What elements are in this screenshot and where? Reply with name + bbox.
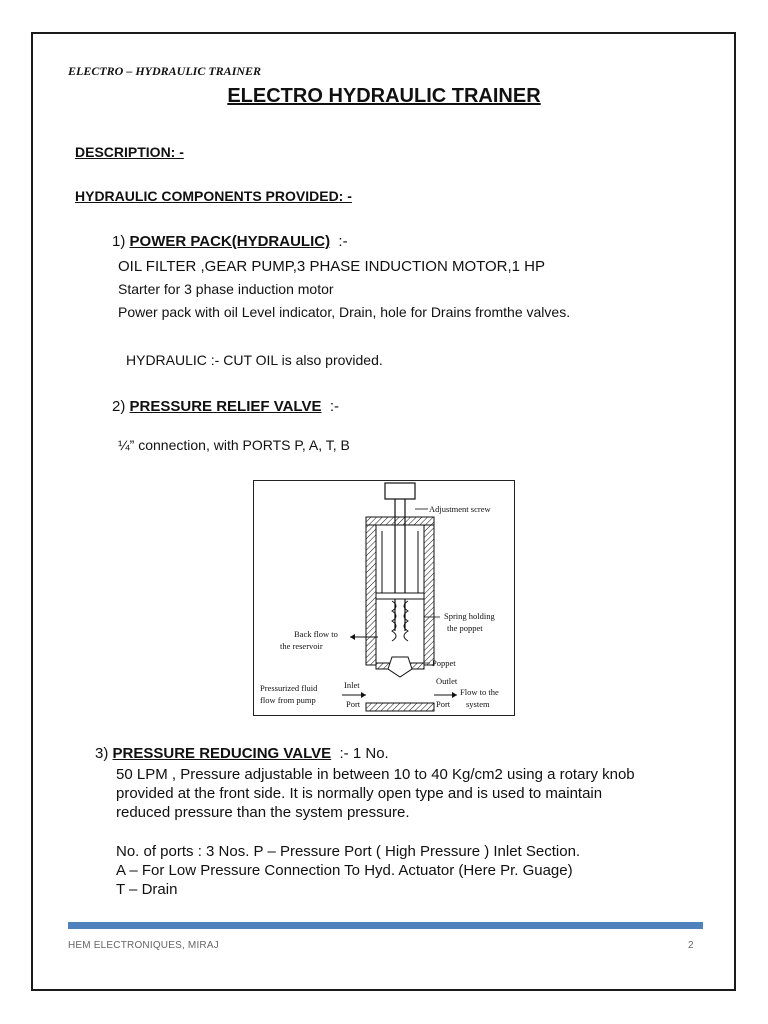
outlet-arrowhead (452, 692, 457, 698)
label-outlet: Outlet (436, 676, 458, 686)
item-1-line: OIL FILTER ,GEAR PUMP,3 PHASE INDUCTION MOTOR,1 HP (118, 258, 546, 275)
label-inlet: Inlet (344, 680, 360, 690)
running-header: ELECTRO – HYDRAULIC TRAINER (68, 64, 262, 78)
poppet (388, 657, 412, 677)
label-adjustment-screw: Adjustment screw (429, 504, 491, 514)
body-wall-left (366, 525, 376, 665)
item-3-heading (95, 745, 389, 762)
item-1-suffix: :- (338, 233, 348, 250)
item-2-suffix: :- (329, 398, 340, 415)
item-2-title: PRESSURE RELIEF VALVE (129, 398, 322, 415)
page-number: 2 (688, 940, 694, 951)
relief-valve-figure (253, 480, 515, 716)
label-flow-2: system (466, 699, 490, 709)
item-3-line: reduced pressure than the system pressure. (116, 804, 410, 821)
item-1-number: 1) (112, 233, 126, 250)
item-3-line: 50 LPM , Pressure adjustable in between 10 to 40 Kg/cm2 using a rotary knob (116, 766, 635, 783)
item-2-line: ¼” connection, with PORTS P, A, T, B (118, 437, 350, 453)
item-3-line: provided at the front side. It is normally open type and is used to maintain (116, 785, 603, 802)
label-spring-2: the poppet (447, 623, 483, 633)
body-top (366, 517, 434, 525)
inlet-arrowhead (361, 692, 366, 698)
item-1-note: HYDRAULIC :- CUT OIL is also provided. (126, 352, 383, 368)
footer-company: HEM ELECTRONIQUES, MIRAJ (68, 940, 219, 951)
body-bottom (366, 703, 434, 711)
label-poppet: Poppet (432, 658, 456, 668)
description-heading: DESCRIPTION: - (75, 144, 184, 160)
page-title: ELECTRO HYDRAULIC TRAINER (227, 85, 541, 107)
label-pressurized-2: flow from pump (260, 695, 316, 705)
item-3-suffix: :- 1 No. (339, 745, 389, 762)
label-port-left: Port (346, 699, 361, 709)
spring-plate (376, 593, 424, 599)
item-3-port: A – For Low Pressure Connection To Hyd. Actuator (Here Pr. Guage) (116, 862, 573, 879)
body-wall-right (424, 525, 434, 665)
item-1-heading (112, 233, 348, 250)
item-1-line: Power pack with oil Level indicator, Drain, hole for Drains fromthe valves. (118, 304, 571, 320)
backflow-arrowhead (350, 634, 355, 640)
screw-cap (385, 483, 415, 499)
item-2-heading (112, 398, 339, 415)
label-flow-1: Flow to the (460, 687, 499, 697)
footer-rule (68, 922, 703, 929)
item-3-number: 3) (95, 745, 109, 762)
item-2-number: 2) (112, 398, 126, 415)
item-3-port: No. of ports : 3 Nos. P – Pressure Port ( High Pressure ) Inlet Section. (116, 843, 581, 860)
label-backflow-2: the reservoir (280, 641, 323, 651)
item-3-port: T – Drain (116, 881, 178, 898)
label-backflow-1: Back flow to (294, 629, 338, 639)
item-3-title: PRESSURE REDUCING VALVE (112, 745, 332, 762)
label-pressurized-1: Pressurized fluid (260, 683, 318, 693)
item-1-line: Starter for 3 phase induction motor (118, 281, 334, 297)
label-spring-1: Spring holding (444, 611, 495, 621)
relief-valve-diagram (254, 481, 516, 717)
item-1-title: POWER PACK(HYDRAULIC) (129, 233, 331, 250)
components-heading: HYDRAULIC COMPONENTS PROVIDED: - (75, 188, 352, 204)
label-port-right: Port (436, 699, 451, 709)
